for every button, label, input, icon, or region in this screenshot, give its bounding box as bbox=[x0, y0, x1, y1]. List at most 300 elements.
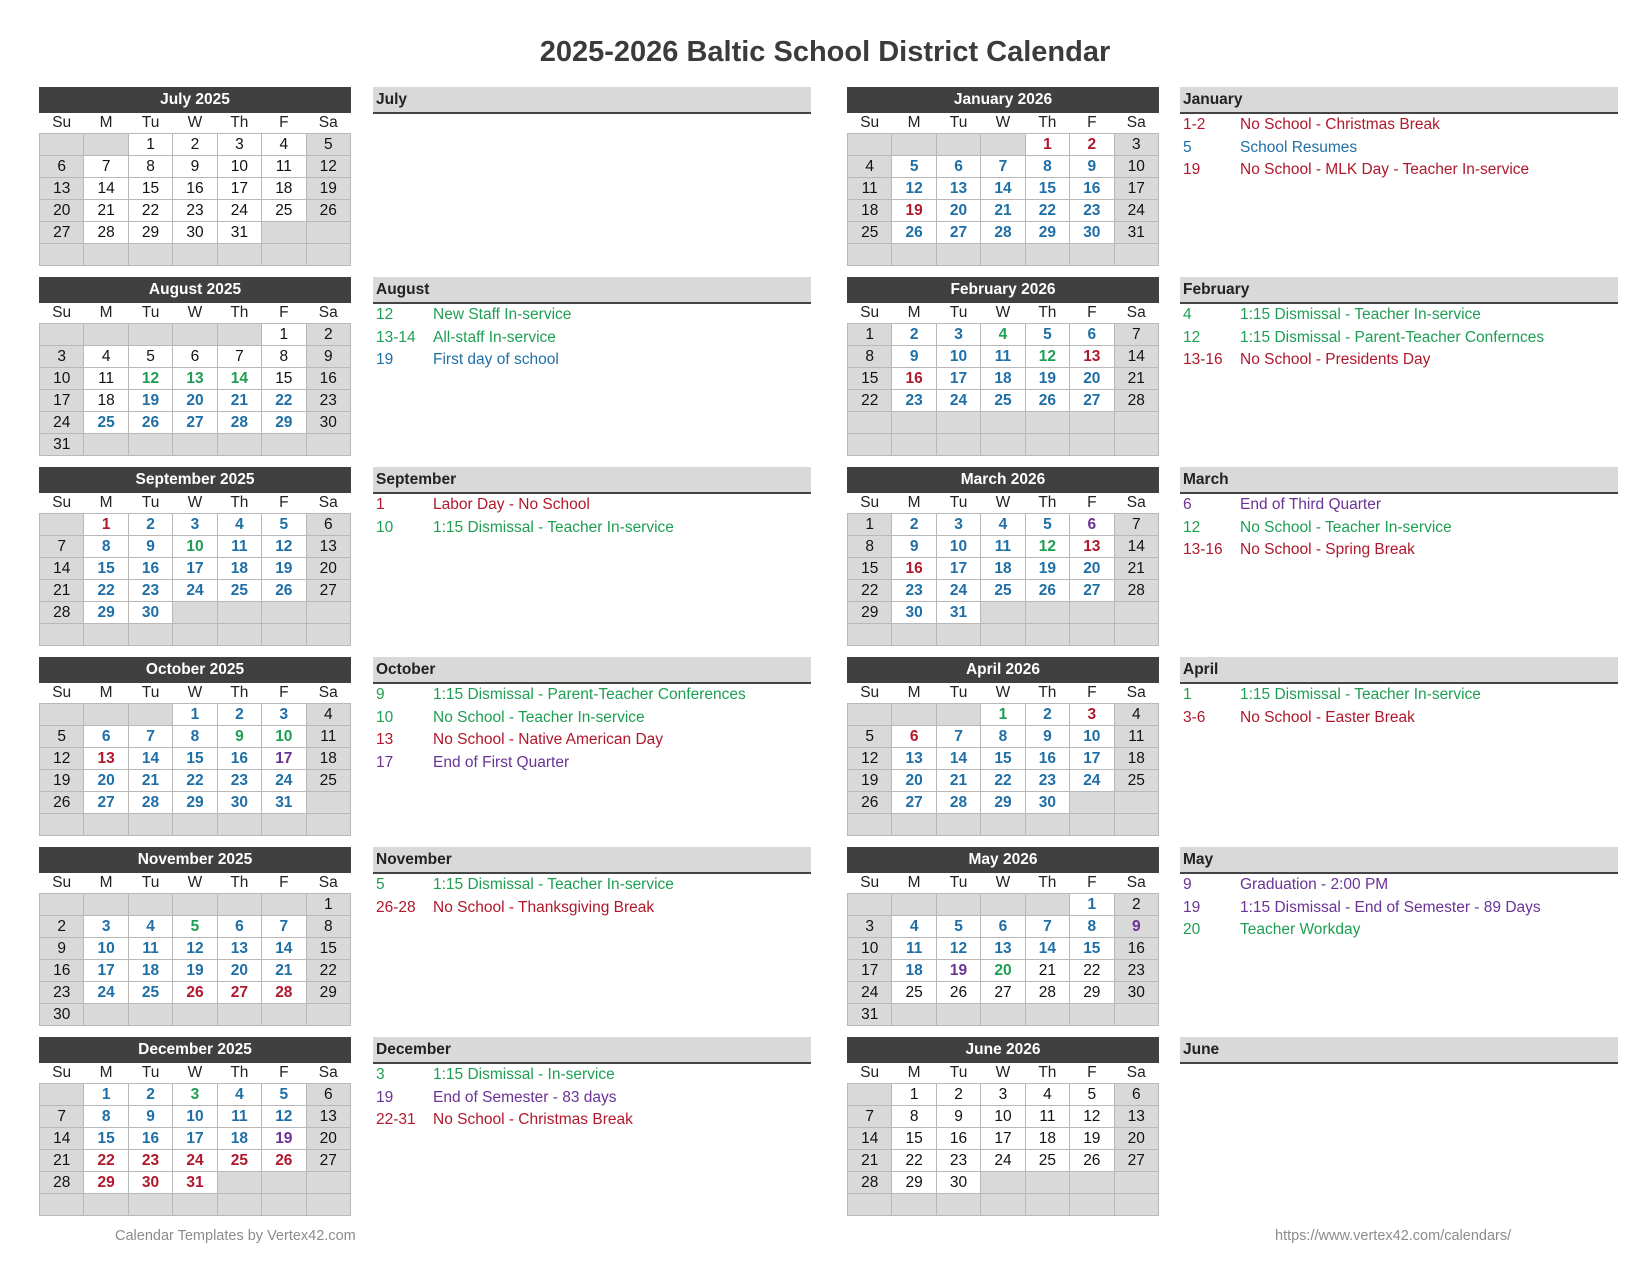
day-cell: 18 bbox=[84, 390, 128, 412]
empty-day-cell bbox=[173, 814, 217, 836]
event-date: 19 bbox=[1183, 161, 1201, 179]
weekday-label: Tu bbox=[949, 304, 968, 321]
day-cell: 7 bbox=[40, 1106, 84, 1128]
day-cell: 19 bbox=[262, 558, 306, 580]
day-cell: 5 bbox=[892, 156, 936, 178]
empty-day-cell bbox=[217, 1172, 261, 1194]
day-cell: 2 bbox=[128, 1084, 172, 1106]
empty-day-cell bbox=[217, 602, 261, 624]
day-cell: 10 bbox=[936, 346, 980, 368]
event-date: 5 bbox=[1183, 138, 1192, 156]
empty-day-cell bbox=[128, 1004, 172, 1026]
day-cell: 24 bbox=[40, 412, 84, 434]
day-cell: 8 bbox=[84, 536, 128, 558]
day-cell: 3 bbox=[173, 514, 217, 536]
event-date: 1 bbox=[1183, 686, 1192, 703]
weekday-label: W bbox=[995, 874, 1011, 891]
day-cell: 12 bbox=[848, 748, 892, 770]
day-cell: 26 bbox=[40, 792, 84, 814]
day-cell: 12 bbox=[173, 938, 217, 960]
empty-day-cell bbox=[848, 1084, 892, 1106]
day-cell: 18 bbox=[1114, 748, 1158, 770]
day-cell: 20 bbox=[173, 390, 217, 412]
weekday-label: M bbox=[907, 684, 921, 701]
weekday-label: Su bbox=[860, 874, 880, 891]
empty-day-cell bbox=[128, 1194, 172, 1216]
day-cell: 6 bbox=[217, 916, 261, 938]
empty-day-cell bbox=[1025, 412, 1069, 434]
empty-day-cell bbox=[1114, 412, 1158, 434]
empty-day-cell bbox=[1070, 412, 1114, 434]
empty-day-cell bbox=[306, 434, 350, 456]
day-cell: 4 bbox=[1114, 704, 1158, 726]
day-cell: 23 bbox=[936, 1150, 980, 1172]
event-item bbox=[1180, 919, 1618, 942]
empty-day-cell bbox=[128, 244, 172, 266]
empty-day-cell bbox=[936, 704, 980, 726]
month-events bbox=[1180, 467, 1618, 562]
month-title: November 2025 bbox=[39, 847, 351, 873]
event-item bbox=[1180, 159, 1618, 182]
weekday-label: Sa bbox=[318, 684, 338, 701]
day-cell: 18 bbox=[217, 558, 261, 580]
day-cell: 17 bbox=[84, 960, 128, 982]
event-date: 13-16 bbox=[1183, 351, 1223, 369]
day-cell: 5 bbox=[173, 916, 217, 938]
day-cell: 15 bbox=[848, 368, 892, 390]
day-cell: 11 bbox=[217, 1106, 261, 1128]
day-cell: 30 bbox=[1070, 222, 1114, 244]
event-description: New Staff In-service bbox=[433, 306, 572, 323]
empty-day-cell bbox=[217, 894, 261, 916]
month-title: February 2026 bbox=[847, 277, 1159, 303]
weekday-label: Th bbox=[230, 494, 249, 511]
weekday-label: F bbox=[279, 684, 289, 701]
day-cell: 16 bbox=[1070, 178, 1114, 200]
event-description: Graduation - 2:00 PM bbox=[1240, 876, 1389, 893]
day-cell: 19 bbox=[40, 770, 84, 792]
event-item bbox=[373, 752, 811, 775]
day-cell: 23 bbox=[128, 1150, 172, 1172]
day-cell: 1 bbox=[1025, 134, 1069, 156]
day-cell: 29 bbox=[128, 222, 172, 244]
weekday-label: Sa bbox=[1126, 494, 1146, 511]
empty-day-cell bbox=[936, 624, 980, 646]
event-item bbox=[1180, 349, 1618, 372]
day-cell: 31 bbox=[40, 434, 84, 456]
day-cell: 28 bbox=[1114, 390, 1158, 412]
empty-day-cell bbox=[84, 624, 128, 646]
weekday-label: Th bbox=[1038, 114, 1057, 131]
empty-day-cell bbox=[40, 814, 84, 836]
weekday-label: Su bbox=[52, 114, 72, 131]
day-cell: 30 bbox=[1025, 792, 1069, 814]
day-cell: 1 bbox=[262, 324, 306, 346]
day-cell: 23 bbox=[1114, 960, 1158, 982]
empty-day-cell bbox=[936, 1194, 980, 1216]
day-cell: 5 bbox=[1070, 1084, 1114, 1106]
weekday-label: M bbox=[99, 684, 113, 701]
event-description: No School - Teacher In-service bbox=[433, 708, 645, 726]
empty-day-cell bbox=[1070, 434, 1114, 456]
empty-day-cell bbox=[84, 244, 128, 266]
day-cell: 17 bbox=[1114, 178, 1158, 200]
day-cell: 2 bbox=[40, 916, 84, 938]
weekday-label: F bbox=[279, 874, 289, 891]
weekday-label: F bbox=[279, 114, 289, 131]
events-month-label: February bbox=[1180, 277, 1618, 304]
month-calendar bbox=[847, 657, 1159, 836]
empty-day-cell bbox=[84, 324, 128, 346]
event-item bbox=[1180, 874, 1618, 897]
day-cell: 18 bbox=[892, 960, 936, 982]
weekday-label: F bbox=[1087, 684, 1097, 701]
day-cell: 9 bbox=[217, 726, 261, 748]
day-cell: 17 bbox=[1070, 748, 1114, 770]
event-description: School Resumes bbox=[1240, 138, 1358, 156]
event-date: 17 bbox=[376, 753, 394, 771]
day-cell: 9 bbox=[936, 1106, 980, 1128]
day-cell: 3 bbox=[262, 704, 306, 726]
empty-day-cell bbox=[936, 412, 980, 434]
day-cell: 16 bbox=[173, 178, 217, 200]
day-cell: 26 bbox=[173, 982, 217, 1004]
event-description: 1:15 Dismissal - Teacher In-service bbox=[1240, 306, 1481, 323]
day-cell: 2 bbox=[1025, 704, 1069, 726]
empty-day-cell bbox=[40, 1194, 84, 1216]
empty-day-cell bbox=[981, 602, 1025, 624]
day-cell: 15 bbox=[848, 558, 892, 580]
day-cell: 4 bbox=[217, 514, 261, 536]
month-grid bbox=[39, 113, 351, 266]
event-item bbox=[373, 874, 811, 897]
day-cell: 28 bbox=[936, 792, 980, 814]
empty-day-cell bbox=[40, 134, 84, 156]
event-date: 6 bbox=[1183, 496, 1192, 513]
day-cell: 3 bbox=[40, 346, 84, 368]
day-cell: 24 bbox=[1114, 200, 1158, 222]
day-cell: 21 bbox=[1025, 960, 1069, 982]
empty-day-cell bbox=[262, 222, 306, 244]
weekday-label: Su bbox=[860, 114, 880, 131]
weekday-label: Sa bbox=[1126, 304, 1146, 321]
day-cell: 16 bbox=[128, 558, 172, 580]
day-cell: 21 bbox=[936, 770, 980, 792]
empty-day-cell bbox=[981, 412, 1025, 434]
day-cell: 6 bbox=[892, 726, 936, 748]
event-date: 19 bbox=[1183, 898, 1201, 916]
day-cell: 19 bbox=[173, 960, 217, 982]
weekday-label: Sa bbox=[1126, 1064, 1146, 1081]
event-item bbox=[1180, 707, 1618, 730]
weekday-label: Th bbox=[1038, 684, 1057, 701]
events-month-label: November bbox=[373, 847, 811, 874]
day-cell: 6 bbox=[1070, 514, 1114, 536]
events-month-label: April bbox=[1180, 657, 1618, 684]
day-cell: 13 bbox=[306, 1106, 350, 1128]
empty-day-cell bbox=[892, 1004, 936, 1026]
day-cell: 29 bbox=[848, 602, 892, 624]
day-cell: 20 bbox=[892, 770, 936, 792]
weekday-label: Th bbox=[230, 874, 249, 891]
day-cell: 20 bbox=[936, 200, 980, 222]
weekday-label: Tu bbox=[141, 494, 160, 511]
weekday-label: W bbox=[187, 1064, 203, 1081]
empty-day-cell bbox=[306, 792, 350, 814]
day-cell: 2 bbox=[306, 324, 350, 346]
weekday-label: Th bbox=[1038, 874, 1057, 891]
event-item bbox=[373, 707, 811, 730]
day-cell: 10 bbox=[40, 368, 84, 390]
day-cell: 22 bbox=[848, 390, 892, 412]
day-cell: 12 bbox=[40, 748, 84, 770]
month-calendar bbox=[847, 87, 1159, 266]
day-cell: 25 bbox=[306, 770, 350, 792]
empty-day-cell bbox=[217, 814, 261, 836]
empty-day-cell bbox=[40, 704, 84, 726]
day-cell: 28 bbox=[1114, 580, 1158, 602]
day-cell: 29 bbox=[981, 792, 1025, 814]
weekday-label: Th bbox=[1038, 304, 1057, 321]
empty-day-cell bbox=[40, 244, 84, 266]
event-description: No School - Native American Day bbox=[433, 731, 664, 749]
day-cell: 9 bbox=[1114, 916, 1158, 938]
day-cell: 1 bbox=[848, 514, 892, 536]
day-cell: 24 bbox=[848, 982, 892, 1004]
events-month-label: May bbox=[1180, 847, 1618, 874]
weekday-label: Su bbox=[52, 304, 72, 321]
day-cell: 29 bbox=[262, 412, 306, 434]
month-events bbox=[1180, 277, 1618, 372]
weekday-label: M bbox=[99, 1064, 113, 1081]
day-cell: 11 bbox=[128, 938, 172, 960]
empty-day-cell bbox=[936, 134, 980, 156]
weekday-label: Th bbox=[230, 304, 249, 321]
day-cell: 16 bbox=[306, 368, 350, 390]
day-cell: 21 bbox=[981, 200, 1025, 222]
day-cell: 30 bbox=[1114, 982, 1158, 1004]
day-cell: 23 bbox=[892, 580, 936, 602]
day-cell: 27 bbox=[981, 982, 1025, 1004]
weekday-label: Tu bbox=[141, 114, 160, 131]
empty-day-cell bbox=[40, 1084, 84, 1106]
weekday-label: Sa bbox=[318, 114, 338, 131]
weekday-label: M bbox=[99, 874, 113, 891]
event-description: No School - Spring Break bbox=[1240, 541, 1415, 559]
weekday-label: Su bbox=[52, 874, 72, 891]
day-cell: 6 bbox=[936, 156, 980, 178]
weekday-label: Th bbox=[230, 684, 249, 701]
day-cell: 13 bbox=[173, 368, 217, 390]
day-cell: 17 bbox=[262, 748, 306, 770]
day-cell: 7 bbox=[1114, 514, 1158, 536]
day-cell: 30 bbox=[217, 792, 261, 814]
day-cell: 10 bbox=[1070, 726, 1114, 748]
day-cell: 15 bbox=[262, 368, 306, 390]
day-cell: 26 bbox=[128, 412, 172, 434]
empty-day-cell bbox=[848, 412, 892, 434]
day-cell: 10 bbox=[173, 1106, 217, 1128]
day-cell: 1 bbox=[981, 704, 1025, 726]
empty-day-cell bbox=[1070, 602, 1114, 624]
footer-right-url[interactable]: https://www.vertex42.com/calendars/ bbox=[1275, 1228, 1512, 1244]
empty-day-cell bbox=[892, 894, 936, 916]
event-description: No School - Christmas Break bbox=[433, 1111, 633, 1129]
day-cell: 7 bbox=[217, 346, 261, 368]
day-cell: 14 bbox=[128, 748, 172, 770]
empty-day-cell bbox=[848, 704, 892, 726]
weekday-label: F bbox=[279, 494, 289, 511]
day-cell: 3 bbox=[1070, 704, 1114, 726]
empty-day-cell bbox=[173, 1004, 217, 1026]
month-calendar bbox=[39, 1037, 351, 1216]
empty-day-cell bbox=[936, 434, 980, 456]
empty-day-cell bbox=[173, 624, 217, 646]
day-cell: 24 bbox=[84, 982, 128, 1004]
empty-day-cell bbox=[892, 704, 936, 726]
day-cell: 10 bbox=[981, 1106, 1025, 1128]
day-cell: 2 bbox=[217, 704, 261, 726]
day-cell: 9 bbox=[1025, 726, 1069, 748]
day-cell: 18 bbox=[262, 178, 306, 200]
day-cell: 5 bbox=[128, 346, 172, 368]
weekday-label: Su bbox=[52, 684, 72, 701]
empty-day-cell bbox=[1070, 1194, 1114, 1216]
events-month-label: June bbox=[1180, 1037, 1618, 1064]
event-date: 10 bbox=[376, 518, 394, 536]
day-cell: 28 bbox=[262, 982, 306, 1004]
empty-day-cell bbox=[1114, 624, 1158, 646]
month-events bbox=[373, 1037, 811, 1132]
empty-day-cell bbox=[173, 602, 217, 624]
empty-day-cell bbox=[981, 434, 1025, 456]
day-cell: 19 bbox=[1070, 1128, 1114, 1150]
day-cell: 11 bbox=[1114, 726, 1158, 748]
empty-day-cell bbox=[1070, 624, 1114, 646]
empty-day-cell bbox=[1070, 1172, 1114, 1194]
day-cell: 9 bbox=[173, 156, 217, 178]
weekday-label: Th bbox=[230, 114, 249, 131]
empty-day-cell bbox=[84, 434, 128, 456]
day-cell: 30 bbox=[128, 1172, 172, 1194]
month-grid bbox=[847, 683, 1159, 836]
day-cell: 14 bbox=[40, 558, 84, 580]
month-calendar bbox=[39, 847, 351, 1026]
weekday-label: Su bbox=[860, 684, 880, 701]
events-month-label: March bbox=[1180, 467, 1618, 494]
day-cell: 16 bbox=[40, 960, 84, 982]
event-item bbox=[373, 494, 811, 517]
day-cell: 14 bbox=[848, 1128, 892, 1150]
day-cell: 21 bbox=[217, 390, 261, 412]
day-cell: 30 bbox=[173, 222, 217, 244]
event-description: 1:15 Dismissal - Teacher In-service bbox=[433, 876, 674, 893]
events-month-label: July bbox=[373, 87, 811, 114]
empty-day-cell bbox=[848, 1194, 892, 1216]
weekday-label: W bbox=[995, 1064, 1011, 1081]
day-cell: 31 bbox=[262, 792, 306, 814]
day-cell: 8 bbox=[848, 346, 892, 368]
empty-day-cell bbox=[306, 814, 350, 836]
empty-day-cell bbox=[84, 814, 128, 836]
day-cell: 4 bbox=[128, 916, 172, 938]
day-cell: 27 bbox=[936, 222, 980, 244]
month-events bbox=[1180, 847, 1618, 942]
day-cell: 31 bbox=[1114, 222, 1158, 244]
event-date: 9 bbox=[376, 686, 385, 703]
day-cell: 3 bbox=[981, 1084, 1025, 1106]
day-cell: 13 bbox=[84, 748, 128, 770]
page-title: 2025-2026 Baltic School District Calendar bbox=[539, 36, 1111, 68]
empty-day-cell bbox=[306, 1004, 350, 1026]
day-cell: 14 bbox=[40, 1128, 84, 1150]
day-cell: 5 bbox=[936, 916, 980, 938]
day-cell: 20 bbox=[306, 558, 350, 580]
day-cell: 14 bbox=[936, 748, 980, 770]
empty-day-cell bbox=[936, 244, 980, 266]
weekday-label: Tu bbox=[141, 684, 160, 701]
day-cell: 3 bbox=[173, 1084, 217, 1106]
month-events bbox=[373, 87, 811, 114]
empty-day-cell bbox=[306, 602, 350, 624]
weekday-label: Su bbox=[52, 1064, 72, 1081]
empty-day-cell bbox=[128, 624, 172, 646]
day-cell: 31 bbox=[217, 222, 261, 244]
day-cell: 3 bbox=[217, 134, 261, 156]
day-cell: 7 bbox=[936, 726, 980, 748]
day-cell: 27 bbox=[306, 1150, 350, 1172]
day-cell: 18 bbox=[981, 558, 1025, 580]
weekday-label: W bbox=[995, 304, 1011, 321]
day-cell: 2 bbox=[128, 514, 172, 536]
day-cell: 3 bbox=[848, 916, 892, 938]
empty-day-cell bbox=[40, 514, 84, 536]
day-cell: 30 bbox=[128, 602, 172, 624]
empty-day-cell bbox=[1070, 792, 1114, 814]
day-cell: 1 bbox=[84, 1084, 128, 1106]
empty-day-cell bbox=[173, 894, 217, 916]
event-date: 20 bbox=[1183, 921, 1201, 939]
day-cell: 11 bbox=[1025, 1106, 1069, 1128]
day-cell: 18 bbox=[128, 960, 172, 982]
day-cell: 28 bbox=[84, 222, 128, 244]
day-cell: 7 bbox=[40, 536, 84, 558]
day-cell: 1 bbox=[892, 1084, 936, 1106]
day-cell: 8 bbox=[173, 726, 217, 748]
day-cell: 18 bbox=[306, 748, 350, 770]
event-item bbox=[373, 897, 811, 920]
day-cell: 7 bbox=[1025, 916, 1069, 938]
day-cell: 22 bbox=[892, 1150, 936, 1172]
event-date: 22-31 bbox=[376, 1111, 416, 1129]
weekday-label: Tu bbox=[949, 494, 968, 511]
weekday-label: Sa bbox=[1126, 874, 1146, 891]
empty-day-cell bbox=[217, 324, 261, 346]
day-cell: 5 bbox=[262, 514, 306, 536]
day-cell: 1 bbox=[84, 514, 128, 536]
day-cell: 29 bbox=[173, 792, 217, 814]
empty-day-cell bbox=[892, 244, 936, 266]
empty-day-cell bbox=[217, 244, 261, 266]
empty-day-cell bbox=[848, 814, 892, 836]
day-cell: 5 bbox=[1025, 514, 1069, 536]
event-description: 1:15 Dismissal - End of Semester - 89 Days bbox=[1240, 898, 1541, 916]
day-cell: 7 bbox=[848, 1106, 892, 1128]
empty-day-cell bbox=[848, 894, 892, 916]
day-cell: 15 bbox=[128, 178, 172, 200]
month-grid bbox=[39, 493, 351, 646]
day-cell: 8 bbox=[892, 1106, 936, 1128]
